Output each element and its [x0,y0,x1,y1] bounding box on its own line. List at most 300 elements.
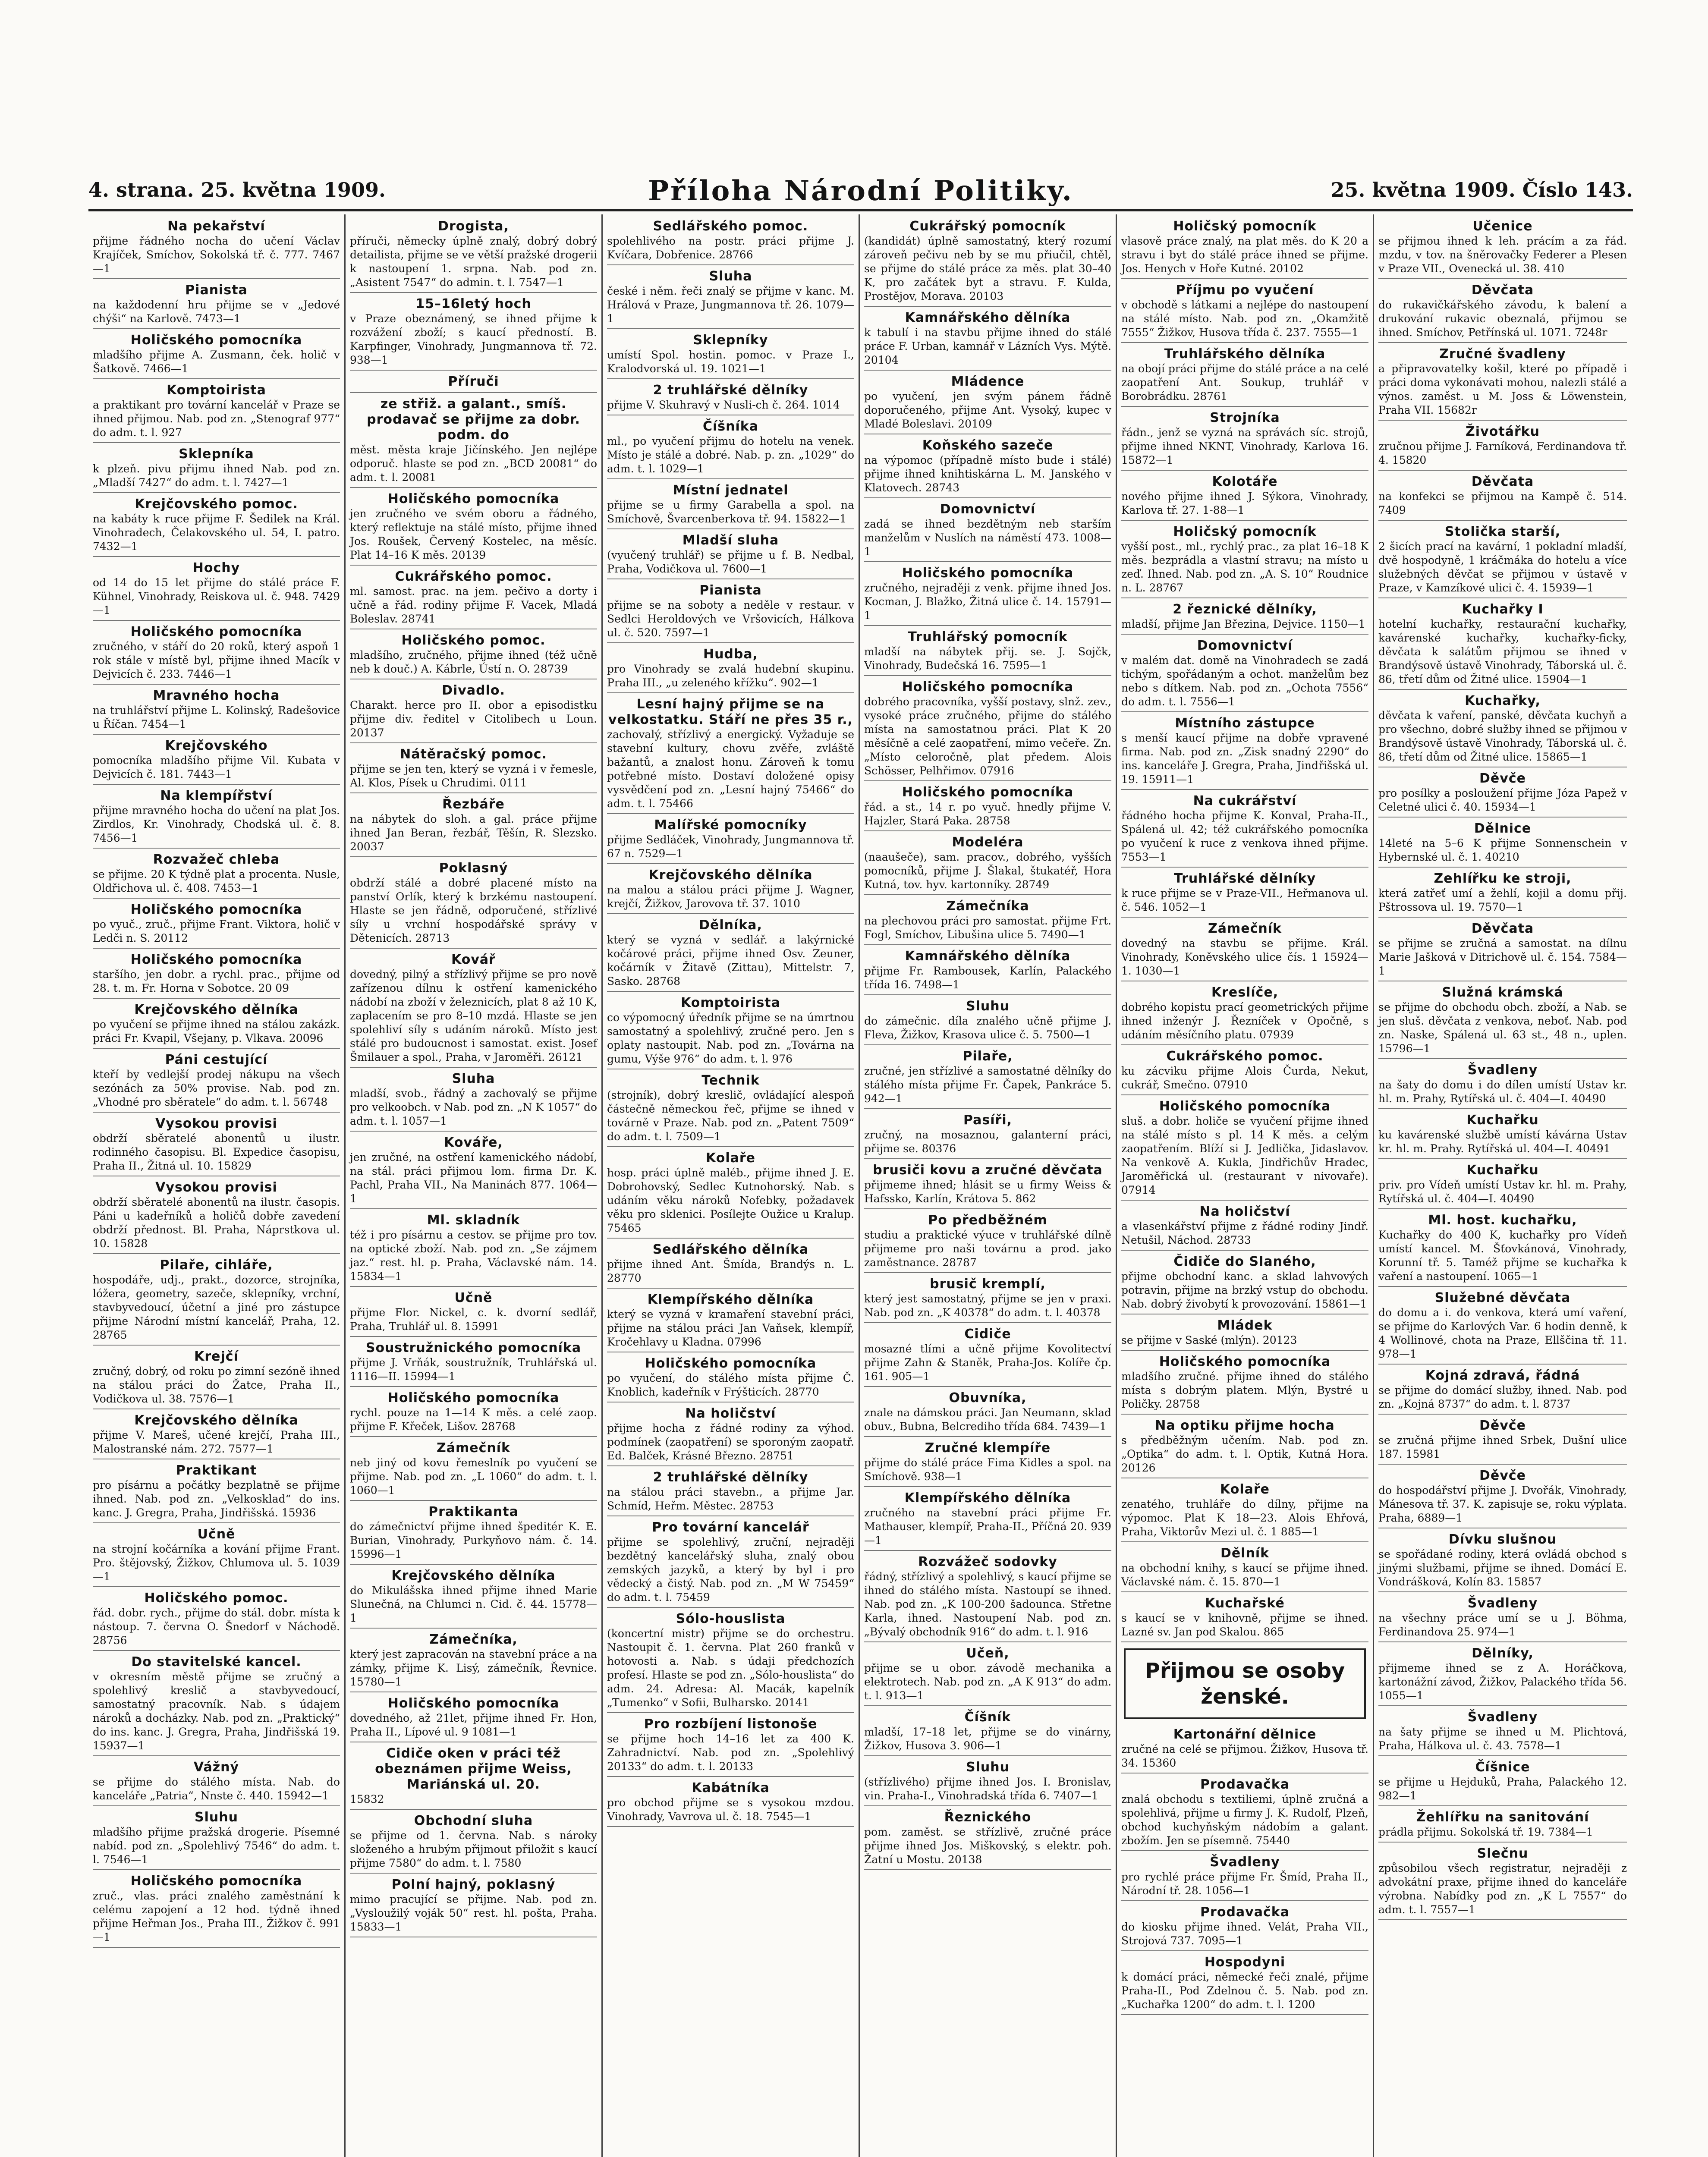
ad-body: se přijme do domácí služby, ihned. Nab. pod zn. „Kojná 8737“ do adm. t. l. 8737 [1378,1384,1627,1410]
classified-ad [1121,1097,1368,1201]
ad-heading: Komptoiristа [681,995,780,1010]
ad-body: v okresním městě přijme se zručný a spolehlivý kreslič a stavbyvedoucí, samostatný pracovník. Nab. s údajem nároků a docházky. Nab. pod zn. „Praktický“ do ins. kanc. J. Gregra, Praha, Jindřišská 19. 15937—1 [93,1670,340,1752]
classified-ad [864,1489,1111,1551]
classified-ad [607,531,854,579]
ad-body: znale na dámskou práci. Jan Neumann, sklad obuv., Bubna, Belcrediho třída 684. 7439—1 [864,1406,1111,1433]
ad-body: dovedný na stavbu se přijme. Král. Vinohrady, Koněvského ulice čís. 1 15924—1. 1030—1 [1121,937,1368,977]
ad-heading: Kolaře [706,1151,755,1166]
ad-body: po vyuč., zruč., přijme Frant. Viktora, holič v Ledči n. S. 20112 [93,918,340,944]
ad-body: na strojní kočárníka a kování přijme Frant. Pro. štějovský, Žižkov, Chlumova ul. 5. 1039—1 [93,1543,340,1583]
classified-ad [1121,1725,1368,1773]
ad-body: též i pro písárnu a cestov. se přijme pro tov. na optické zboží. Nab. pod zn. „Se zájmem jaz.“ rest. hl. p. Praha, Václavské nám. 14. 15834—1 [350,1229,597,1283]
classified-ad [1121,600,1368,635]
classified-ad [864,1211,1111,1273]
classified-ad [1378,1708,1627,1756]
ad-body: hospodáře, udj., prakt., dozorce, strojníka, lóžera, geometry, sazeče, sklepníky, vrchní, stavbyvedoucí, účetní a jiné pro zástupce přijme Národní místní kancelář, Praha, 12. 28765 [93,1273,340,1341]
classified-ad [1121,983,1368,1045]
classified-ad [864,1758,1111,1806]
ad-body: hosp. práci úplně maléb., přijme ihned J. E. Dobrohovský, Sedlec Kutnohorský. Nab. s udáním věku nároků Nofebky, požadavek věku pro sklenici. Posílejte Oužice u Kralup. 75465 [607,1167,854,1234]
classified-ad [93,1256,340,1346]
ad-heading: Krejčovského dělníka [134,1413,299,1428]
ad-heading: Dělník [1220,1546,1270,1561]
classified-ad [350,1694,597,1742]
ad-heading: brusič kremplí, [930,1277,1046,1292]
classified-ad [1378,345,1627,421]
ad-heading: Řezbáře [442,797,505,812]
ad-body: mladšího zručné. přijme ihned do stálého místa s dobrým platem. Mlýn, Bystré u Poličky. 28758 [1121,1370,1368,1410]
classified-ad [864,1275,1111,1323]
ad-body: přijme J. Vrňák, soustružník, Truhlářská ul. 1116—II. 15994—1 [350,1356,597,1383]
ad-heading: Dělníka, [699,918,762,933]
ad-body: dobrého kopistu prací geometrických přijme ihned inženýr J. Řezníček v Opočně, s udáním měsíčního platu. 07939 [1121,1001,1368,1041]
ad-body: měst. města kraje Jičínského. Jen nejlépe odporuč. hlaste se pod zn. „BCD 20081“ do adm. t. l. 20081 [350,443,597,484]
classified-ad [607,1071,854,1147]
ad-heading: Zámečník [437,1440,510,1456]
classified-ad [93,281,340,329]
ad-body: na všechny práce umí se u J. Böhma, Ferdinandova 25. 974—1 [1378,1612,1627,1638]
ad-heading: Praktikant [176,1463,257,1478]
ad-body: se zručná přijme ihned Srbek, Dušní ulice 187. 15981 [1378,1434,1627,1460]
ad-body: která zatřeť umí a žehlí, kojil a domu přij. Pštrossova ul. 19. 7570—1 [1378,887,1627,913]
classified-ad [350,1133,597,1209]
ad-body: do rukavičkářského závodu, k balení a drukování rukavic obeznalá, přijmou se ihned. Smíchov, Petřínská ul. 1071. 7248r [1378,299,1627,339]
ad-body: k ruce přijme se v Praze-VII., Heřmanova ul. č. 546. 1052—1 [1121,887,1368,913]
ad-heading: Holičského pomoc. [401,633,546,648]
ad-body: zenatého, truhláře do dílny, přijme na výpomoc. Plat K 18—23. Alois Ehřová, Praha, Viktorův Mezi ul. č. 1 885—1 [1121,1498,1368,1538]
ad-body: příruči, německy úplně znalý, dobrý dobrý detailista, přijme se ve větší pražské drogerii k nastoupení 1. srpna. Nab. pod zn. „Asistent 7547“ do admin. t. l. 7547—1 [350,235,597,289]
ad-columns [88,214,1633,2157]
ad-heading: Kamnářského dělníka [905,310,1071,325]
classified-ad [350,1744,597,1810]
ad-heading: Příruči [448,374,499,389]
ad-body: přijme řádného nocha do učení Václav Krajíček, Smíchov, Sokolská tř. č. 777. 7467—1 [93,235,340,275]
ad-body: zručný, na mosaznou, galanterní práci, přijme se. 80376 [864,1129,1111,1155]
classified-ad [1121,1352,1368,1415]
ad-heading: Do stavitelské kancel. [131,1654,302,1670]
ad-heading: Holičského pomocníka [387,1390,560,1406]
ad-heading: Sluha [709,269,752,284]
ad-heading: Na klempířství [160,788,273,803]
classified-ad [607,331,854,379]
ad-heading: Děvčata [1471,921,1534,936]
ad-body: 2 šicích prací na kavární, 1 pokladní mladší, dvě hospodyně, 1 kráčmáka do hotelu a více služebných děvčat se přijmou v ústavě v Praze, v Kamzíkové ulici č. 4. 15939—1 [1378,540,1627,594]
ad-heading: Pilaře, cihláře, [160,1258,273,1273]
ad-heading: Slečnu [1477,1846,1529,1861]
ad-body: dovedný, pilný a střízlivý přijme se pro nově zařízenou dílnu k ostření kamenického nádobí na zboží v železnicích, plat 8 až 10 K, zaplacením se pro 8–10 mzdá. Hlaste se jen spolehliví síly s udáním nároků. Místo jest stálé pro budoucnost i samostat. exist. Josef Šmilauer a spol., Praha, v Jaroměři. 26121 [350,968,597,1063]
classified-ad [350,217,597,293]
ad-body: spolehlivého na postr. práci přijme J. Kvíčara, Dobřenice. 28766 [607,235,854,261]
ad-body: k domácí práci, německé řeči znalé, přijme Praha-II., Pod Zdelnou č. 5. Nab. pod zn. „Kuchařka 1200“ do adm. t. l. 1200 [1121,1971,1368,2011]
ad-heading: Krejčovského dělníka [391,1568,556,1583]
ad-heading: 2 truhlářské dělníky [653,1470,808,1485]
ad-body: který se vyzná v sedlář. a lakýrnické kočárové práci, přijme ihned Osv. Zeuner, kočárník v Žitavě (Zittau), Mittelstr. 7, Sasko. 28768 [607,934,854,987]
classified-ad [864,897,1111,945]
ad-body: po vyučení, do stálého místa přijme Č. Knoblich, kadeřník v Frýšticích. 28770 [607,1372,854,1398]
header-right: 25. května 1909. Číslo 143. [1331,178,1633,201]
ad-body: zručné na celé se přijmou. Žižkov, Husova tř. 34. 15360 [1121,1743,1368,1769]
ad-heading: Pilaře, [963,1049,1013,1064]
ad-body: pro obchod přijme se s vysokou mzdou. Vinohrady, Vavrova ul. č. 18. 7545—1 [607,1796,854,1823]
ad-body: (vyučený truhlář) se přijme u f. B. Nedbal, Praha, Vodičkova ul. 7600—1 [607,549,854,575]
classified-ad [864,217,1111,307]
ad-body: se přijme do stálého místa. Nab. do kanceláře „Patria“, Nnste č. 440. 15942—1 [93,1776,340,1802]
classified-ad [93,445,340,493]
ad-body: pro posílky a posloužení přijme Józa Papež v Celetné ulici č. 40. 15934—1 [1378,787,1627,813]
ad-body: sluš. a dobr. holiče se vyučení přijme ihned na stálé místo s pl. 14 K měs. a celým zaopatřením. Blíží si J. Jedlička, Jidaslavov. Na venkově A. Kukla, Jindřichův Hradec, Jaroměřická ul. (restaurant v nivovaře). 07914 [1121,1115,1368,1196]
ad-heading: Malířské pomocníky [654,818,807,833]
ad-column [860,214,1117,2157]
classified-ad [93,1872,340,1948]
ad-heading: Truhlářský pomocník [908,629,1068,645]
ad-body: který jest samostatný, přijme se jen v praxi. Nab. pod zn. „K 40378“ do adm. t. l. 40378 [864,1292,1111,1319]
ad-body: obdrží sběratelé abonentů u ilustr. rodinného časopisu. Bl. Expedice časopisu, Praha II., Žitná ul. 10. 15829 [93,1132,340,1172]
ad-body: hotelní kuchařky, restaurační kuchařky, kavárenské kuchařky, kuchařky-ficky, děvčata k salátům přijmou se ihned v Brandýsově ústavě Vinohrady, Táborská ul. č. 86, třetí dům od Žitné ulice. 15904—1 [1378,618,1627,685]
ad-body: přijme do stálé práce Fima Kidles a spol. na Smíchově. 938—1 [864,1456,1111,1483]
ad-heading: Rozvažeč chleba [153,852,280,867]
ad-heading: Mládence [951,374,1025,389]
classified-ad [864,1553,1111,1642]
ad-body: na šaty do domu i do dílen umístí Ustav kr. hl. m. Prahy, Rytířská ul. č. 404—I. 40490 [1378,1078,1627,1105]
classified-ad [1378,1211,1627,1287]
ad-column [1117,214,1374,2157]
ad-body: se přijme se zručná a samostat. na dílnu Marie Jašková v Ditrichově ul. č. 154. 7584—1 [1378,937,1627,977]
classified-ad [864,1808,1111,1870]
ad-body: přijmeme ihned; hlásit se u firmy Weiss & Hafssko, Karlín, Krátova 5. 862 [864,1179,1111,1205]
classified-ad [1121,472,1368,521]
ad-body: přijme obchodní kanc. a sklad lahvových potravin, přijme na brzký vstup do obchodu. Nab. dobrý živobytí k provozování. 15861—1 [1121,1270,1368,1310]
classified-ad [1378,869,1627,918]
ad-heading: Modeléra [952,835,1024,850]
ad-heading: Kuchařku [1466,1163,1539,1178]
ad-heading: Komptoiristа [167,383,266,398]
ad-heading: Učenice [1472,219,1533,234]
ad-body: zručnou přijme J. Farníková, Ferdinandova tř. 4. 15820 [1378,440,1627,466]
classified-ad [607,1715,854,1777]
ad-body: zachovalý, střízlivý a energický. Vyžaduje se stavební kultury, chovu zvěře, zvláště bažantů, a znalost honu. Zároveň k tomu potřebné místo. Dostaví doložené opisy vysvědčení pod zn. „Lesní hajný 75466“ do adm. t. l. 75466 [607,728,854,810]
classified-ad [93,1461,340,1523]
ad-heading: 2 truhlářské dělníky [653,383,808,398]
ad-heading: Holičský pomocník [1173,219,1317,234]
ad-body: přijme mravného hocha do učení na plat Jos. Zirdlos, Kr. Vinohrady, Chodská ul. č. 8. 7456—1 [93,804,340,844]
ad-body: přijme ihned Ant. Šmída, Brandýs n. L. 28770 [607,1258,854,1284]
ad-body: s předběžným učením. Nab. pod zn. „Optika“ do adm. t. l. Optik, Kutná Hora. 20126 [1121,1434,1368,1474]
classified-ad [1378,1594,1627,1642]
ad-body: který se vyzná v kramaření stavební práci, přijme na stálou práci Jan Vaňsek, klempíř, Kročehlavy u Kladna. 07996 [607,1308,854,1348]
ad-body: na každodenní hru přijme se v „Jedové chýši“ na Karlově. 7473—1 [93,299,340,325]
ad-body: přijme se u obor. závodě mechanika a elektrotech. Nab. pod zn. „A K 913“ do adm. t. l. 913—1 [864,1662,1111,1702]
ad-heading: Děvčata [1471,474,1534,489]
ad-body: s kaucí se v knihovně, přijme se ihned. Lazné sv. Jan pod Skalou. 865 [1121,1612,1368,1638]
ad-body: ml., po vyučení přijmu do hotelu na venek. Místo je stálé a dobré. Nab. p. zn. „1029“ do adm. t. l. 1029—1 [607,435,854,475]
ad-body: 15832 [350,1793,384,1805]
ad-heading: Zručné švadleny [1439,346,1566,362]
ad-body: s menší kaucí přijme na dobře vpravené firma. Nab. pod zn. „Zisk snadný 2290“ do ins. kanceláře J. Gregra, Praha, Jindřišská ul. 19. 15911—1 [1121,732,1368,786]
ad-body: se přijme od 1. června. Nab. s nároky složeného a hrubým přijmout přiložit s kaucí přijme 7580“ do adm. t. l. 7580 [350,1829,597,1869]
classified-ad [1121,636,1368,712]
ad-body: po vyučení se přijme ihned na stálou zakázk. práci Fr. Kvapil, Všejany, p. Vlkava. 20096 [93,1018,340,1044]
ad-heading: Na cukrářství [1193,793,1297,808]
classified-ad [350,395,597,488]
ad-heading: Krejčovského pomoc. [135,497,298,512]
classified-ad [607,695,854,814]
classified-ad [350,1069,597,1132]
ad-heading: Sedlářského pomoc. [653,219,808,234]
classified-ad [1121,409,1368,471]
classified-ad [607,381,854,415]
classified-ad [93,559,340,621]
ad-body: se přijme do obchodu obch. zboží, a Nab. se jen sluš. děvčata z venkova, neboť. Nab. pod zn. Naske, Spálená ul. 63 st., 48 n., uplen. 15796—1 [1378,1001,1627,1055]
classified-ad [864,1161,1111,1209]
ad-heading: Sluhu [966,999,1010,1014]
classified-ad [1378,522,1627,598]
ad-body: vlasově práce znalý, na plat měs. do K 20 a stravu i byt do stálé práce ihned se přijme. Jos. Henych v Hoře Kutné. 20102 [1121,235,1368,275]
classified-ad [93,1758,340,1806]
ad-body: české i něm. řeči znalý se přijme v kanc. M. Hrálová v Praze, Jungmannova tř. 26. 1079—1 [607,285,854,325]
classified-ad [1378,1808,1627,1843]
classified-ad [350,859,597,949]
ad-body: dobrého pracovníka, vyšší postavy, slnž. zev., vysoké práce zručného, přijme do stálého místa na samostatnou práci. Plat K 20 měsíčně a celé zaopatření, mimo večeře. Zn. „Místo celoročně, plat předem. Alois Schösser, Pelhřimov. 07916 [864,695,1111,777]
ad-body: přijme se spolehlivý, zruční, nejraději bezdětný kancelářský sluha, znalý obou zemských jazyků, a který by byl i pro vědecký a čistý. Nab. pod zn. „M W 75459“ do adm. t. l. 75459 [607,1536,854,1604]
classified-ad [93,950,340,999]
classified-ad [1121,714,1368,790]
ad-body: zadá se ihned bezdětným neb starším manželům v Nuslích na náměstí 473. 1008—1 [864,518,1111,558]
ad-heading: Holičského pomoc. [144,1591,289,1606]
ad-heading: Učně [197,1527,236,1542]
ad-heading: Vysokou provisi [155,1116,277,1131]
ad-heading: Sluhu [966,1760,1010,1775]
ad-heading: Sluha [452,1071,495,1086]
ad-heading: Holičského pomocníka [1159,1354,1331,1369]
ad-heading: Holičský pomocník [1173,524,1317,539]
ad-heading: Krejčovského dělníka [134,1002,299,1017]
classified-ad [350,1389,597,1437]
classified-ad [1121,522,1368,598]
ad-body: přijme V. Mareš, učené krejčí, Praha III., Malostranské nám. 272. 7577—1 [93,1429,340,1455]
ad-heading: Rozvážeč sodovky [918,1554,1057,1569]
ad-heading: Zámečníka [946,899,1029,914]
classified-ad [1121,281,1368,343]
ad-body: k tabulí i na stavbu přijme ihned do stálé práce F. Urban, kamnář v Lázních Vys. Mýtě. 20104 [864,326,1111,366]
classified-ad [607,994,854,1069]
ad-body: přijme hocha z řádné rodiny za výhod. podmínek (zaopatření) se sporoným zaopatř. Ed. Balček, Krásné Březno. 28751 [607,1422,854,1462]
ad-body: mladší, svob., řádný a zachovalý se přijme pro velkoobch. v Nab. pod zn. „N K 1057“ do adm. t. l. 1057—1 [350,1087,597,1127]
ad-body: který jest zapracován na stavební práce a na zámky, přijme K. Lisý, zámečník, Řevnice. 15780—1 [350,1648,597,1688]
ad-heading: Holičského pomocníka [130,1874,302,1889]
ad-body: do zámečnictví přijme ihned špeditér K. E. Burian, Vinohrady, Purkyňovo nám. č. 14. 15996—1 [350,1520,597,1560]
ad-column [1374,214,1631,2157]
classified-ad [1121,1316,1368,1351]
classified-ad [864,1389,1111,1437]
ad-body: k plzeň. pivu přijmu ihned Nab. pod zn. „Mladší 7427“ do adm. t. l. 7427—1 [93,462,340,489]
ad-heading: Číšníka [703,419,758,434]
ad-heading: Pianista [185,283,248,298]
ad-heading: Sluhu [195,1810,238,1825]
ad-heading: Hudba, [703,647,758,662]
ad-heading: brusiči kovu a zručné děvčata [873,1163,1103,1178]
ad-heading: Ml. host. kuchařku, [1428,1213,1577,1228]
ad-heading: Praktikanta [428,1504,519,1519]
ad-heading: Divadlo. [442,683,505,698]
ad-body: po vyučení, jen svým pánem řádně doporučeného, přijme Ant. Vysoký, kupec v Mladé Boleslavi. 20109 [864,390,1111,430]
classified-ad [1378,1844,1627,1920]
ad-body: řádn., jenž se vyzná na správách síc. strojů, přijme ihned NKNT, Vinohrady, Karlova 16. 15872—1 [1121,426,1368,466]
classified-ad [1121,217,1368,279]
ad-heading: Lesní hajný přijme se na velkostatku. Stáří ne přes 35 r., [608,697,853,727]
ad-body: pro rychlé práce přijme Fr. Šmíd, Praha II., Národní tř. 28. 1056—1 [1121,1871,1368,1897]
ad-body: pom. zaměst. se střízlivě, zručné práce přijme ihned Jos. Miškovský, s elektr. poh. Žatní u Mostu. 20138 [864,1826,1111,1866]
ad-heading: Obuvníka, [949,1390,1027,1406]
ad-heading: Kamnářského dělníka [905,949,1071,964]
classified-ad [1378,769,1627,818]
ad-body: na stálou práci stavebn., a přijme Jar. Schmíd, Heřm. Městec. 28753 [607,1486,854,1512]
ad-heading: Číšnice [1475,1760,1530,1775]
classified-ad [1378,1466,1627,1528]
ad-column [603,214,860,2157]
ad-heading: Mládek [1217,1318,1273,1333]
ad-body: pro písárnu a počátky bezplatně se přijme ihned. Nab. pod zn. „Velkosklad“ do ins. kanc. J. Gregra, Praha, Jindřišská. 15936 [93,1479,340,1519]
classified-ad [1378,1530,1627,1592]
ad-heading: Pasíři, [963,1113,1013,1128]
ad-body: pomocníka mladšího přijme Vil. Kubata v Dejvicích č. 181. 7443—1 [93,754,340,780]
classified-ad [1121,1853,1368,1901]
ad-heading: Služná krámská [1442,985,1563,1000]
ad-body: mladší, přijme Jan Březina, Dejvice. 1150—1 [1121,618,1365,630]
ad-heading: Na holičství [1199,1204,1290,1219]
ad-body: řádného hocha přijme K. Konval, Praha-II., Spálená ul. 42; též cukrářského pomocníka po vyučení k ruce z venkova ihned přijme. 7553—1 [1121,809,1368,863]
ad-heading: Čidiče do Slaného, [1173,1254,1316,1269]
ad-body: jen zručného ve svém oboru a řádného, který reflektuje na stálé místo, přijme ihned Jos. Roušek, Červený Kostelec, na měsíc. Plat 14–16 K měs. 20139 [350,507,597,561]
ad-body: (kandidát) úplně samostatný, který rozumí zároveň pečivu neb by se mu přiučil, chtěl, se přijme do stálé práce za měs. plat 30–40 K, pro začátek byt a stravu. F. Kulda, Prostějov, Morava. 20103 [864,235,1111,302]
ad-heading: Holičského pomocníka [645,1356,817,1371]
ad-heading: Příjmu po vyučení [1176,283,1314,298]
ad-heading: Na holičství [685,1406,776,1421]
classified-ad [93,686,340,735]
classified-ad [350,1211,597,1287]
ad-heading: 2 řeznické dělníky, [1173,602,1317,617]
classified-ad [93,1178,340,1254]
classified-ad [93,1808,340,1870]
classified-ad [1121,345,1368,407]
ad-body: staršího, jen dobr. a rychl. prac., přijme od 28. t. m. Fr. Horna v Sobotce. 20 09 [93,968,340,994]
classified-ad [607,1610,854,1713]
classified-ad [1121,1480,1368,1542]
ad-heading: Technik [701,1073,760,1088]
classified-ad [350,1630,597,1692]
ad-body: na kabáty k ruce přijme F. Šedilek na Král. Vinohradech, Čelakovského ul. 54, I. patro. 7432—1 [93,513,340,553]
ad-column [88,214,346,2157]
ad-body: do Mikulášska ihned přijme ihned Marie Slunečná, na Chlumci n. Cid. č. 44. 15778—1 [350,1584,597,1624]
ad-heading: Strojníka [1210,410,1280,425]
ad-body: studiu a praktické výuce v truhlářské dílně přijmeme pro naši továrnu a prod. jako zaměstnance. 28787 [864,1229,1111,1269]
classified-ad [607,267,854,329]
ad-heading: Číšník [964,1710,1011,1725]
ad-heading: Po předběžném [928,1213,1047,1228]
ad-body: (strojník), dobrý kreslič, ovládající alespoň částečně německou řeč, přijme se ihned v továrně v Praze. Nab. pod zn. „Patent 7509“ do adm. t. l. 7509—1 [607,1089,854,1143]
ad-heading: Sólo-houslista [676,1611,786,1626]
classified-ad [1378,422,1627,471]
ad-body: priv. pro Vídeň umístí Ustav kr. hl. m. Prahy, Rytířská ul. č. 404—I. 40490 [1378,1179,1627,1205]
ad-body: přijme V. Skuhravý v Nusli-ch č. 264. 1014 [607,399,840,411]
classified-ad [607,1518,854,1608]
ad-heading: Na optiku přijme hocha [1155,1418,1335,1433]
ad-heading: Prodavačka [1200,1777,1290,1792]
classified-ad [350,372,597,393]
ad-heading: Cukrářského pomoc. [395,569,552,584]
ad-body: a vlasenkářství přijme z řádné rodiny Jindř. Netušil, Náchod. 28733 [1121,1220,1368,1246]
ad-heading: Koňského sazeče [922,438,1054,453]
ad-heading: Krejčí [194,1349,239,1364]
ad-column [346,214,603,2157]
classified-ad [864,1644,1111,1706]
ad-heading: Klempířského dělníka [647,1292,814,1307]
ad-body: na obchodní knihy, s kaucí se přijme ihned. Václavské nám. č. 15. 870—1 [1121,1562,1368,1588]
ad-heading: Dělníky, [1472,1646,1534,1661]
classified-ad [350,745,597,793]
classified-ad [864,1047,1111,1109]
classified-ad [1378,1289,1627,1365]
ad-heading: Zámečník [1208,921,1282,936]
ad-heading: Cukrářský pomocník [909,219,1066,234]
ad-heading: Děvčata [1471,283,1534,298]
ad-heading: Kováře, [444,1135,503,1150]
ad-heading: Sklepníka [179,446,254,462]
ad-body: zručné, jen střízlivé a samostatné dělníky do stálého místa přijme Fr. Čapek, Pankráce 5. 942—1 [864,1065,1111,1105]
classified-ad [1378,1111,1627,1159]
ad-heading: Kuchařky, [1465,693,1541,708]
classified-ad [607,1404,854,1466]
ad-heading: Holičského pomocníka [387,1696,560,1711]
ad-heading: Nátěračský pomoc. [400,747,547,762]
ad-body: přijme Sedláček, Vinohrady, Jungmannova tř. 67 n. 7529—1 [607,833,854,860]
ad-heading: Páni cestující [165,1052,268,1067]
classified-ad [607,1779,854,1827]
ad-body: mimo pracující se přijme. Nab. pod zn. „Vysloužilý voják 50“ rest. hl. pošta, Praha. 15833—1 [350,1893,597,1933]
ad-heading: Zámečníka, [429,1632,518,1647]
ad-heading: Holičského pomocníka [130,624,302,639]
ad-heading: Poklasný [439,861,508,876]
ad-heading: Holičského pomocníka [902,785,1074,800]
ad-heading: Kreslíče, [1211,985,1279,1000]
ad-body: na šaty přijme se ihned u M. Plichtová, Praha, Hálkova ul. č. 43. 7578—1 [1378,1726,1627,1752]
classified-ad [93,1653,340,1756]
ad-body: jen zručné, na ostření kamenického nádobí, na stál. práci přijmou lom. firma Dr. K. Pachl, Praha VII., Na Maninách 877. 1064—1 [350,1151,597,1205]
ad-heading: Holičského pomocníka [902,566,1074,581]
ad-body: a připravovatelky košil, které po případě i práci doma vykonávati mohou, nalezli stálé a výnos. zaměst. u M. Joss & Löwenstein, Praha VII. 15682r [1378,362,1627,416]
ad-body: do kiosku přijme ihned. Velát, Praha VII., Strojová 737. 7095—1 [1121,1921,1368,1947]
ad-body: se přijmou ihned k leh. prácím a za řád. mzdu, v tov. na šněrovačky Federer a Plesen v Praze VII., Ovenecká ul. 38. 410 [1378,235,1627,275]
classified-ad [93,495,340,557]
classified-ad [93,217,340,279]
classified-ad [1121,1202,1368,1251]
ad-heading: Řeznického [944,1810,1032,1825]
classified-ad [350,1503,597,1565]
classified-ad [864,564,1111,626]
classified-ad [864,947,1111,995]
ad-heading: Holičského pomocníka [130,952,302,967]
ad-heading: Holičského pomocníka [1159,1099,1331,1114]
ad-heading: Hospodyni [1204,1955,1286,1970]
classified-ad [864,1325,1111,1387]
ad-heading: Děvče [1479,1418,1526,1433]
ad-heading: Cidiče oken v práci též obeznámen přijme Weiss, Mariánská ul. 20. [375,1746,572,1792]
ad-body: Charakt. herce pro II. obor a episodistku přijme div. ředitel v Citolibech u Loun. 20137 [350,699,597,739]
ad-body: ku zácviku přijme Alois Čurda, Nekut, cukrář, Smečno. 07910 [1121,1065,1368,1091]
classified-ad [93,1050,340,1113]
classified-ad [607,1354,854,1402]
classified-ad [93,1525,340,1587]
classified-ad [350,567,597,629]
ad-heading: Švadleny [1210,1855,1280,1870]
